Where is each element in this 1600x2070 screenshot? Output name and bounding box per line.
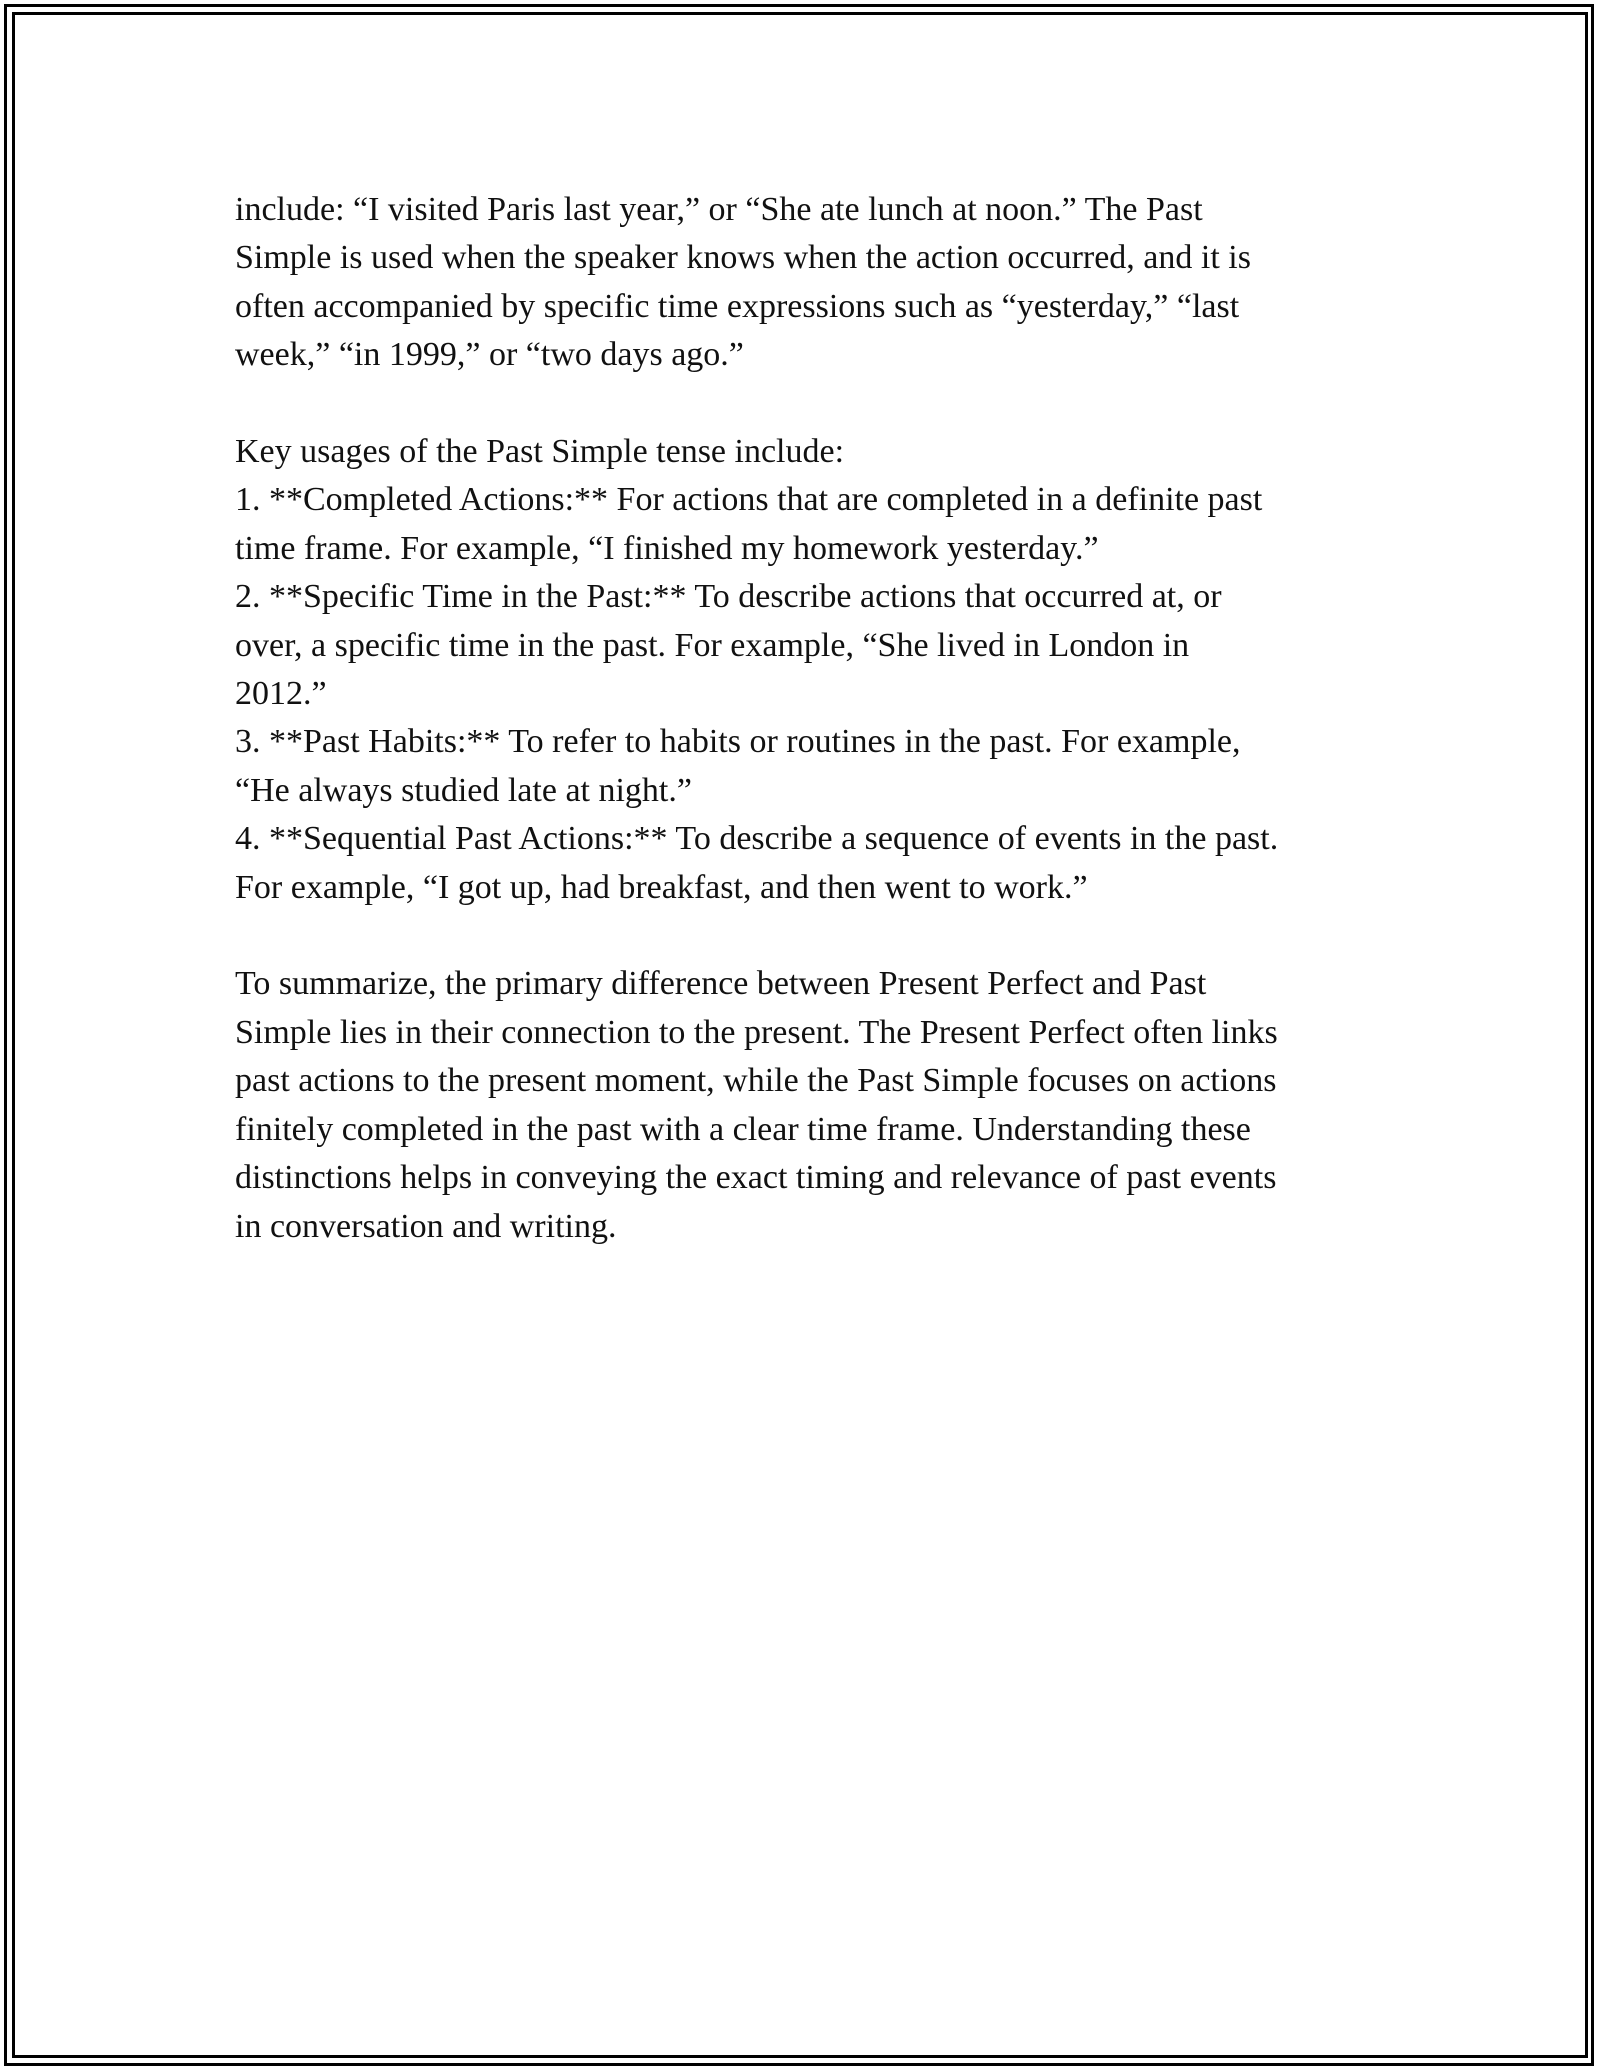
text-line: Simple lies in their connection to the present. The Present Perfect often links bbox=[235, 1013, 1278, 1051]
text-line: in conversation and writing. bbox=[235, 1207, 617, 1245]
text-line: 2. **Specific Time in the Past:** To describe actions that occurred at, or bbox=[235, 578, 1222, 616]
text-line: 1. **Completed Actions:** For actions that are completed in a definite past bbox=[235, 481, 1263, 519]
text-line: “He always studied late at night.” bbox=[235, 771, 692, 809]
text-line: often accompanied by specific time expressions such as “yesterday,” “last bbox=[235, 287, 1240, 325]
list-intro: Key usages of the Past Simple tense include: bbox=[235, 433, 845, 471]
text-line: include: “I visited Paris last year,” or “She ate lunch at noon.” The Past bbox=[235, 191, 1203, 228]
text-line: week,” “in 1999,” or “two days ago.” bbox=[235, 336, 744, 374]
text-line: distinctions helps in conveying the exact timing and relevance of past events bbox=[235, 1159, 1277, 1197]
paragraph-spacer bbox=[235, 912, 1375, 960]
text-line: over, a specific time in the past. For example, “She lived in London in bbox=[235, 626, 1190, 664]
usage-list bbox=[235, 428, 1375, 912]
text-line: To summarize, the primary difference between Present Perfect and Past bbox=[235, 965, 1207, 1003]
text-line: 2012.” bbox=[235, 675, 327, 713]
list-item bbox=[235, 718, 1375, 815]
text-line: For example, “I got up, had breakfast, and then went to work.” bbox=[235, 868, 1088, 906]
paragraph-spacer bbox=[235, 380, 1375, 428]
text-line: time frame. For example, “I finished my homework yesterday.” bbox=[235, 529, 1099, 567]
text-line: past actions to the present moment, while the Past Simple focuses on actions bbox=[235, 1062, 1277, 1100]
list-item bbox=[235, 815, 1375, 912]
paragraph-summary bbox=[235, 960, 1375, 1250]
text-line: 3. **Past Habits:** To refer to habits or routines in the past. For example, bbox=[235, 723, 1241, 761]
document-body bbox=[235, 186, 1375, 1251]
text-line: 4. **Sequential Past Actions:** To describe a sequence of events in the past. bbox=[235, 820, 1279, 858]
text-line: finitely completed in the past with a clear time frame. Understanding these bbox=[235, 1110, 1251, 1148]
list-item bbox=[235, 573, 1375, 718]
list-item bbox=[235, 476, 1375, 573]
paragraph-past-simple-examples bbox=[235, 186, 1375, 380]
text-line: Simple is used when the speaker knows when the action occurred, and it is bbox=[235, 239, 1251, 277]
